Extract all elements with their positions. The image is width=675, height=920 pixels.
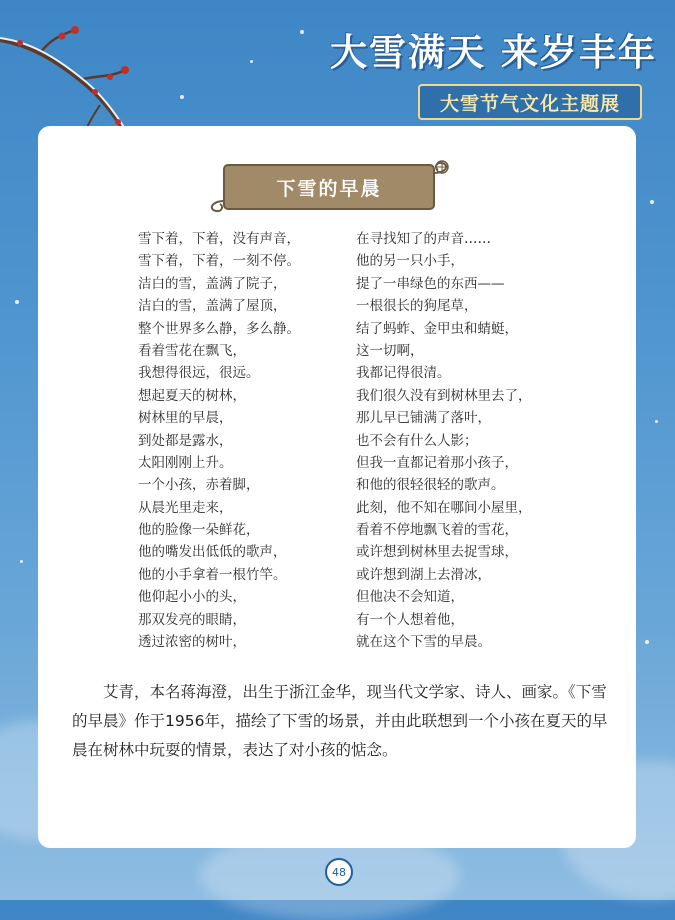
poem-line: 他的脸像一朵鲜花，	[138, 522, 260, 539]
poem-line: 想起夏天的树林，	[138, 387, 246, 404]
snowflake-icon	[436, 161, 448, 173]
poem-line: 一个小孩，赤着脚，	[138, 477, 260, 494]
poem-line: 到处都是露水，	[138, 432, 233, 449]
poem-line: 透过浓密的树叶，	[138, 634, 246, 651]
page-number: 48	[325, 858, 353, 886]
snowflake	[300, 30, 304, 34]
poem-line: 或许想到树林里去捉雪球，	[356, 544, 518, 561]
poem-line: 他的另一只小手，	[356, 253, 464, 270]
poem-line: 他的嘴发出低低的歌声，	[138, 544, 287, 561]
poem-line: 和他的很轻很轻的歌声。	[356, 477, 505, 494]
poem-line: 有一个人想着他，	[356, 611, 464, 628]
poem-title-plate	[206, 159, 452, 215]
poem-line: 我们很久没有到树林里去了，	[356, 387, 532, 404]
poem-line: 或许想到湖上去滑冰，	[356, 566, 491, 583]
poem-column-left	[138, 228, 378, 653]
poem-line: 从晨光里走来，	[138, 499, 233, 516]
poem-line: 他的小手拿着一根竹竿。	[138, 566, 287, 583]
snowflake	[655, 420, 658, 423]
poem-line: 我都记得很清。	[356, 365, 451, 382]
poem-line: 整个世界多么静，多么静。	[138, 320, 300, 337]
poem-line: 但他决不会知道，	[356, 589, 464, 606]
poem-line: 我想得很远，很远。	[138, 365, 260, 382]
poem-line: 雪下着，下着，没有声音，	[138, 231, 300, 247]
poem-line: 雪下着，下着，一刻不停。	[138, 253, 300, 270]
poem-line: 看着雪花在飘飞，	[138, 342, 246, 359]
poem-line: 他仰起小小的头，	[138, 589, 246, 606]
poem-line: 一根很长的狗尾草，	[356, 298, 478, 315]
poem-line: 洁白的雪，盖满了院子，	[138, 275, 287, 292]
snowflake	[180, 95, 184, 99]
exhibition-title: 大雪满天 来岁丰年	[330, 31, 657, 74]
poem-line: 也不会有什么人影；	[356, 432, 478, 449]
exhibition-subtitle: 大雪节气文化主题展	[439, 92, 620, 115]
snowflake	[250, 60, 253, 63]
poem-line: 在寻找知了的声音……	[356, 231, 491, 247]
poem-line: 太阳刚刚上升。	[138, 454, 233, 471]
snowflake	[20, 560, 23, 563]
author-note: 艾青，本名蒋海澄，出生于浙江金华，现当代文学家、诗人、画家。《下雪的早晨》作于1956年，描绘了下雪的场景，并由此联想到一个小孩在夏天的早晨在树林中玩耍的情景，表达了对小孩的惦念。	[72, 683, 608, 759]
snowflake	[15, 300, 19, 304]
poem-line: 此刻，他不知在哪间小屋里，	[356, 499, 532, 516]
cloud-ornament-icon	[212, 201, 224, 211]
snowflake	[645, 640, 649, 644]
poem-column-right	[356, 228, 596, 653]
poem-line: 那儿早已铺满了落叶，	[356, 410, 491, 427]
snowflake	[650, 200, 654, 204]
poem-line: 那双发亮的眼睛，	[138, 611, 246, 628]
poem-line: 树林里的早晨，	[138, 410, 233, 427]
poem-line: 但我一直都记着那小孩子，	[356, 454, 518, 471]
exhibition-subtitle-box	[418, 84, 642, 120]
poem-line: 结了蚂蚱、金甲虫和蜻蜓，	[356, 320, 518, 337]
poem-line: 这一切啊，	[356, 342, 424, 359]
poem-title: 下雪的早晨	[276, 177, 382, 200]
poem-line: 洁白的雪，盖满了屋顶，	[138, 298, 287, 315]
poem-line: 提了一串绿色的东西——	[356, 275, 505, 292]
poem-line: 就在这个下雪的早晨。	[356, 634, 491, 651]
poem-line: 看着不停地飘飞着的雪花，	[356, 522, 518, 539]
